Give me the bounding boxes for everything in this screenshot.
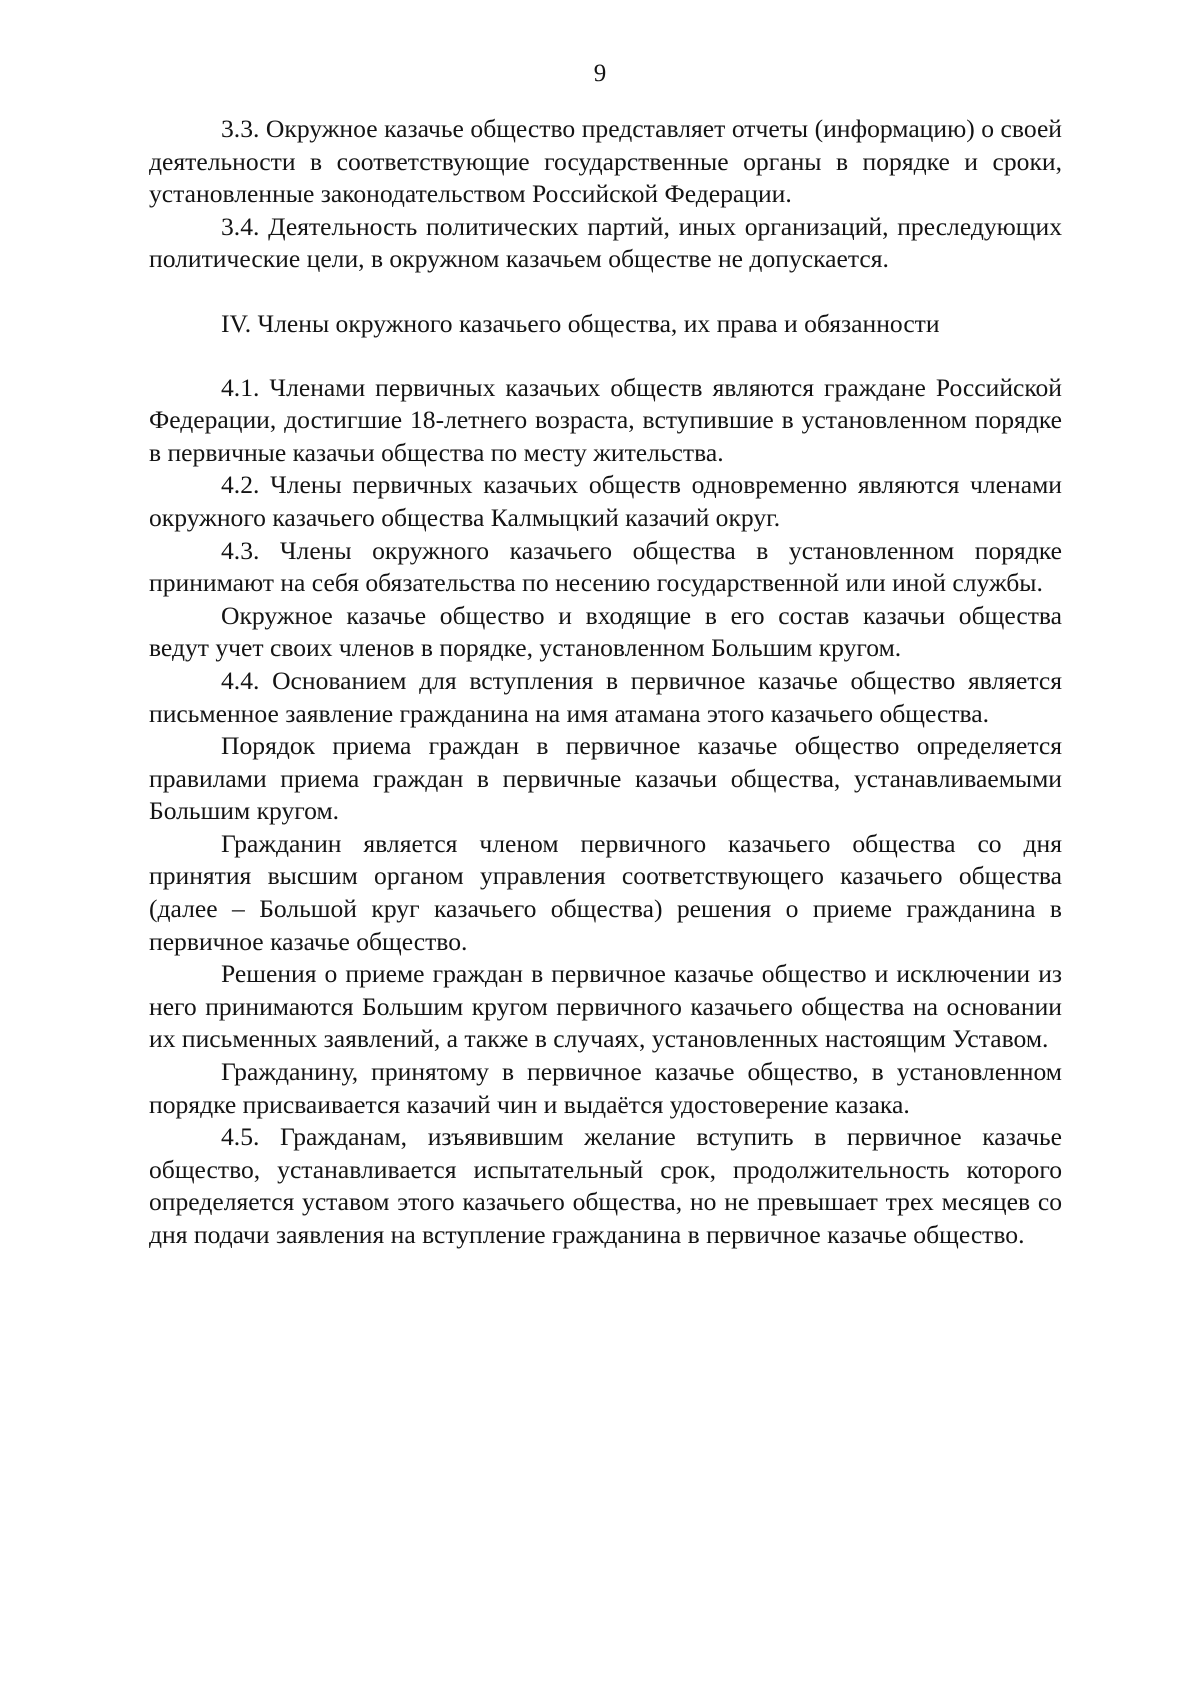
paragraph-4-4: 4.4. Основанием для вступления в первичное казачье общество является письменное заявление гражданина на имя атамана этого казачьего общества. [149,665,1062,728]
paragraph-4-2: 4.2. Члены первичных казачьих обществ одновременно являются членами окружного казачьего общества Калмыцкий казачий округ. [149,470,1062,532]
page-number: 9 [593,60,607,87]
paragraph-4-5: 4.5. Гражданам, изъявившим желание вступить в первичное казачье общество, устанавливается испытательный срок, продолжительность которого определяется уставом этого казачьего общества, но не превышает трех месяцев со дня подачи заявления на вступление гражданина в первичное казачье общество. [149,1122,1062,1249]
paragraph-3-3: 3.3. Окружное казачье общество представляет отчеты (информацию) о своей деятельности в соответствующие государственные органы в порядке и сроки, установленные законодательством Российской Федерации. [149,114,1062,209]
paragraph-4-4-rank-assignment: Гражданину, принятому в первичное казачье общество, в установленном порядке присваивается казачий чин и выдаётся удостоверение казака. [149,1057,1062,1119]
paragraph-4-4-admission-decisions: Решения о приеме граждан в первичное казачье общество и исключении из него принимаются Большим кругом первичного казачьего общества на основании их письменных заявлений, а также в случаях, установленных настоящим Уставом. [149,959,1062,1054]
document-body [149,113,1062,1252]
paragraph-4-4-membership-start: Гражданин является членом первичного казачьего общества со дня принятия высшим органом управления соответствующего казачьего общества (далее – Большой круг казачьего общества) решения о приеме гражданина в первичное казачье общество. [149,828,1062,956]
paragraph-4-1: 4.1. Членами первичных казачьих обществ являются граждане Российской Федерации, достигшие 18-летнего возраста, вступившие в установленном порядке в первичные казачьи общества по месту жительства. [149,372,1062,467]
paragraph-4-3: 4.3. Члены окружного казачьего общества в установленном порядке принимают на себя обязательства по несению государственной или иной службы. [149,535,1062,598]
section-heading: IV. Члены окружного казачьего общества, их права и обязанности [221,308,940,338]
paragraph-4-4-admission-procedure: Порядок приема граждан в первичное казачье общество определяется правилами приема граждан в первичные казачьи общества, устанавливаемыми Большим кругом. [149,731,1062,826]
paragraph-3-4: 3.4. Деятельность политических партий, иных организаций, преследующих политические цели, в окружном казачьем обществе не допускается. [149,211,1062,274]
paragraph-4-3-continued: Окружное казачье общество и входящие в его состав казачьи общества ведут учет своих членов в порядке, установленном Большим кругом. [149,600,1062,663]
